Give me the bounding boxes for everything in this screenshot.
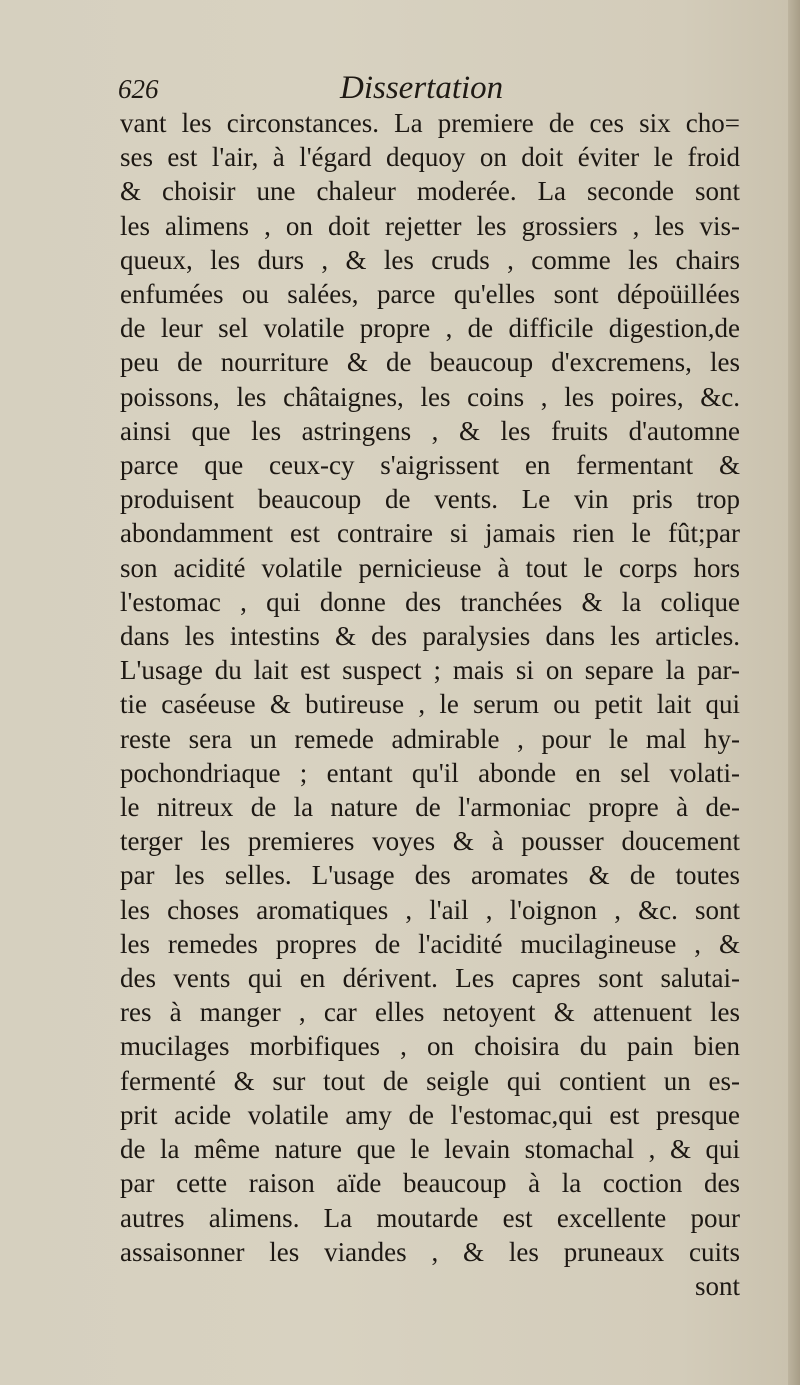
text-line: mucilages morbifiques , on choisira du pain bien (120, 1031, 740, 1062)
text-line: terger les premieres voyes & à pousser doucement (120, 826, 740, 857)
text-line: pochondriaque ; entant qu'il abonde en sel volati- (120, 757, 740, 788)
text-line: peu de nourriture & de beaucoup d'excremens, les (120, 347, 740, 378)
text-line: par les selles. L'usage des aromates & de toutes (120, 860, 740, 891)
text-line: queux, les durs , & les cruds , comme les chairs (120, 244, 740, 275)
text-line: tie caséeuse & butireuse , le serum ou petit lait qui (120, 689, 740, 720)
catchword: sont (694, 1270, 740, 1301)
text-line: res à manger , car elles netoyent & attenuent les (120, 997, 740, 1028)
page-edge (788, 0, 800, 1385)
text-line: ainsi que les astringens , & les fruits d'automne (120, 415, 740, 446)
text-line: produisent beaucoup de vents. Le vin pris trop (120, 484, 740, 515)
body-text (120, 106, 740, 1303)
text-line: ses est l'air, à l'égard dequoy on doit éviter le froid (120, 142, 740, 173)
text-line: dans les intestins & des paralysies dans les articles. (120, 621, 740, 652)
text-line: L'usage du lait est suspect ; mais si on separe la par- (120, 655, 740, 686)
running-title: Dissertation (340, 70, 504, 106)
text-line: abondamment est contraire si jamais rien le fût;par (120, 518, 740, 549)
text-line: parce que ceux-cy s'aigrissent en fermentant & (120, 450, 740, 481)
text-line: poissons, les châtaignes, les coins , les poires, &c. (120, 381, 740, 412)
text-line: autres alimens. La moutarde est excellente pour (120, 1202, 740, 1233)
text-line: enfumées ou salées, parce qu'elles sont dépoüillées (120, 279, 740, 310)
text-line: & choisir une chaleur moderée. La seconde sont (120, 176, 740, 207)
text-line: les alimens , on doit rejetter les grossiers , les vis- (120, 210, 740, 241)
text-line: les remedes propres de l'acidité mucilagineuse , & (120, 928, 740, 959)
text-line: reste sera un remede admirable , pour le mal hy- (120, 723, 740, 754)
text-line: son acidité volatile pernicieuse à tout le corps hors (120, 552, 740, 583)
text-line: assaisonner les viandes , & les pruneaux cuits (120, 1236, 740, 1267)
text-line: de leur sel volatile propre , de difficile digestion,de (120, 313, 740, 344)
text-line: de la même nature que le levain stomachal , & qui (120, 1134, 740, 1165)
text-line: les choses aromatiques , l'ail , l'oignon , &c. sont (120, 894, 740, 925)
text-line: l'estomac , qui donne des tranchées & la colique (120, 586, 740, 617)
text-line: fermenté & sur tout de seigle qui contient un es- (120, 1065, 740, 1096)
page-number: 626 (118, 74, 159, 104)
text-line: le nitreux de la nature de l'armoniac propre à de- (120, 792, 740, 823)
text-line: prit acide volatile amy de l'estomac,qui est presque (120, 1099, 740, 1130)
text-line: vant les circonstances. La premiere de ces six cho= (120, 108, 740, 138)
text-line: des vents qui en dérivent. Les capres sont salutai- (120, 963, 740, 994)
text-line: par cette raison aïde beaucoup à la coction des (120, 1168, 740, 1199)
